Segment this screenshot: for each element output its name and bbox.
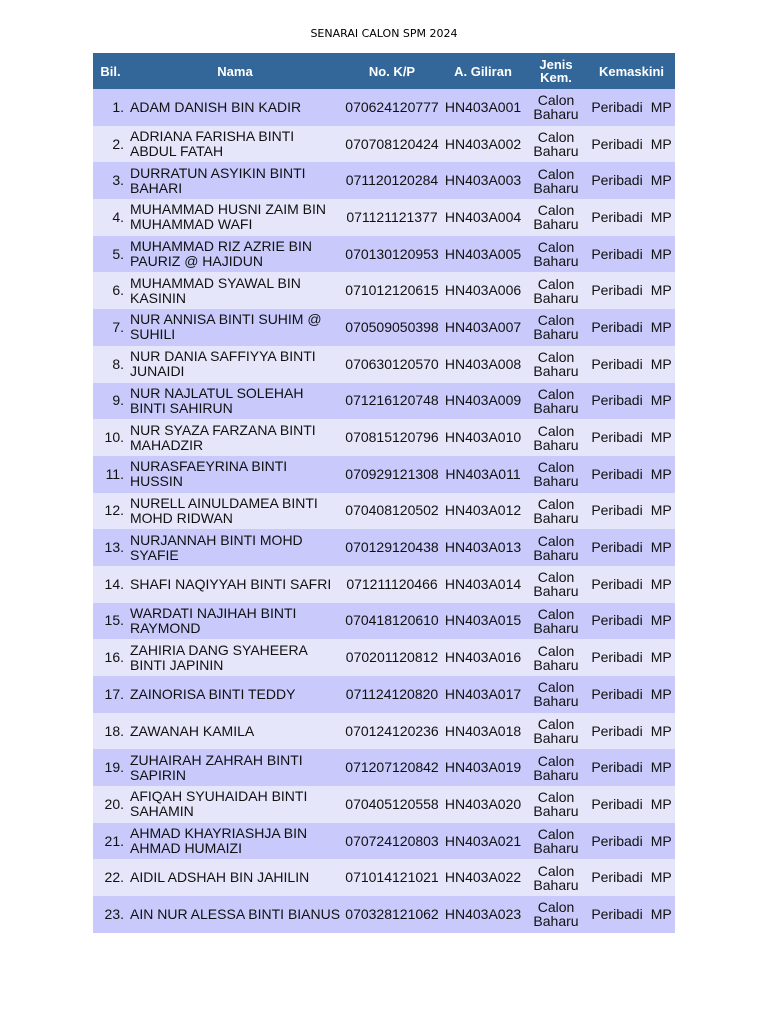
- table-body: [93, 89, 675, 933]
- update-links: [588, 162, 675, 199]
- candidate-type-line2: Baharu: [533, 399, 579, 416]
- candidate-type-line2: Baharu: [533, 509, 579, 526]
- exam-index-number: HN403A022: [442, 859, 524, 896]
- table-row: [93, 823, 675, 860]
- candidate-type-line1: Calon: [537, 165, 575, 182]
- exam-index-number: HN403A011: [442, 456, 524, 493]
- table-row: [93, 456, 675, 493]
- peribadi-link[interactable]: Peribadi: [591, 575, 643, 592]
- table-row: [93, 676, 675, 713]
- ic-number: 071207120842: [342, 749, 442, 786]
- peribadi-link[interactable]: Peribadi: [591, 722, 643, 739]
- exam-index-number: HN403A020: [442, 786, 524, 823]
- candidate-type: [524, 713, 588, 750]
- peribadi-link[interactable]: Peribadi: [591, 905, 643, 922]
- candidate-type: [524, 126, 588, 163]
- mp-link[interactable]: MP: [650, 575, 672, 592]
- mp-link[interactable]: MP: [650, 135, 672, 152]
- candidate-type-line2: Baharu: [533, 583, 579, 600]
- candidate-type-line1: Calon: [537, 532, 575, 549]
- peribadi-link[interactable]: Peribadi: [591, 392, 643, 409]
- update-links: [588, 346, 675, 383]
- peribadi-link[interactable]: Peribadi: [591, 649, 643, 666]
- exam-index-number: HN403A009: [442, 383, 524, 420]
- exam-index-number: HN403A014: [442, 566, 524, 603]
- header-kemaskini: Kemaskini: [588, 53, 675, 89]
- exam-index-number: HN403A003: [442, 162, 524, 199]
- candidate-type-line2: Baharu: [533, 106, 579, 123]
- candidate-type-line2: Baharu: [533, 766, 579, 783]
- table-row: [93, 309, 675, 346]
- row-number: 12.: [93, 493, 128, 530]
- exam-index-number: HN403A001: [442, 89, 524, 126]
- candidate-name: AFIQAH SYUHAIDAH BINTI SAHAMIN: [128, 786, 342, 823]
- table-row: [93, 162, 675, 199]
- candidate-name: ZAHIRIA DANG SYAHEERA BINTI JAPININ: [128, 639, 342, 676]
- table-row: [93, 383, 675, 420]
- update-links: [588, 823, 675, 860]
- candidate-type-line1: Calon: [537, 605, 575, 622]
- update-links: [588, 713, 675, 750]
- candidate-name: MUHAMMAD SYAWAL BIN KASININ: [128, 272, 342, 309]
- candidate-type: [524, 383, 588, 420]
- ic-number: 071120120284: [342, 162, 442, 199]
- candidate-type-line1: Calon: [537, 826, 575, 843]
- candidate-type-line2: Baharu: [533, 253, 579, 270]
- ic-number: 071012120615: [342, 272, 442, 309]
- exam-index-number: HN403A004: [442, 199, 524, 236]
- table-row: [93, 272, 675, 309]
- candidate-type-line2: Baharu: [533, 143, 579, 160]
- ic-number: 070418120610: [342, 603, 442, 640]
- candidate-name: ZUHAIRAH ZAHRAH BINTI SAPIRIN: [128, 749, 342, 786]
- update-links: [588, 859, 675, 896]
- ic-number: 071121121377: [342, 199, 442, 236]
- peribadi-link[interactable]: Peribadi: [591, 832, 643, 849]
- row-number: 7.: [93, 309, 128, 346]
- candidate-type-line1: Calon: [537, 862, 575, 879]
- row-number: 1.: [93, 89, 128, 126]
- peribadi-link[interactable]: Peribadi: [591, 465, 643, 482]
- candidate-type-line1: Calon: [537, 312, 575, 329]
- candidate-type-line1: Calon: [537, 899, 575, 916]
- row-number: 14.: [93, 566, 128, 603]
- candidate-type-line1: Calon: [537, 679, 575, 696]
- candidate-type: [524, 823, 588, 860]
- peribadi-link[interactable]: Peribadi: [591, 172, 643, 189]
- table-row: [93, 859, 675, 896]
- candidate-type-line2: Baharu: [533, 179, 579, 196]
- header-bil: Bil.: [93, 53, 128, 89]
- candidate-type-line1: Calon: [537, 642, 575, 659]
- mp-link[interactable]: MP: [650, 832, 672, 849]
- table-row: [93, 126, 675, 163]
- exam-index-number: HN403A005: [442, 236, 524, 273]
- candidate-type-line1: Calon: [537, 789, 575, 806]
- mp-link[interactable]: MP: [650, 172, 672, 189]
- mp-link[interactable]: MP: [650, 429, 672, 446]
- peribadi-link[interactable]: Peribadi: [591, 759, 643, 776]
- candidate-type-line2: Baharu: [533, 656, 579, 673]
- table-row: [93, 566, 675, 603]
- candidate-type: [524, 676, 588, 713]
- candidate-name: NUR SYAZA FARZANA BINTI MAHADZIR: [128, 419, 342, 456]
- candidate-type-line1: Calon: [537, 569, 575, 586]
- row-number: 6.: [93, 272, 128, 309]
- header-jenis-line2: Kem.: [540, 70, 572, 85]
- peribadi-link[interactable]: Peribadi: [591, 355, 643, 372]
- peribadi-link[interactable]: Peribadi: [591, 502, 643, 519]
- update-links: [588, 749, 675, 786]
- update-links: [588, 529, 675, 566]
- mp-link[interactable]: MP: [650, 612, 672, 629]
- mp-link[interactable]: MP: [650, 355, 672, 372]
- candidate-type: [524, 162, 588, 199]
- candidate-type-line1: Calon: [537, 385, 575, 402]
- row-number: 15.: [93, 603, 128, 640]
- mp-link[interactable]: MP: [650, 759, 672, 776]
- candidate-type-line2: Baharu: [533, 619, 579, 636]
- table-row: [93, 493, 675, 530]
- update-links: [588, 786, 675, 823]
- exam-index-number: HN403A015: [442, 603, 524, 640]
- candidate-type-line2: Baharu: [533, 326, 579, 343]
- candidate-type-line2: Baharu: [533, 913, 579, 930]
- exam-index-number: HN403A008: [442, 346, 524, 383]
- candidate-type-line2: Baharu: [533, 876, 579, 893]
- mp-link[interactable]: MP: [650, 869, 672, 886]
- peribadi-link[interactable]: Peribadi: [591, 245, 643, 262]
- candidate-type: [524, 236, 588, 273]
- header-row: [93, 53, 675, 89]
- update-links: [588, 89, 675, 126]
- candidate-type-line2: Baharu: [533, 473, 579, 490]
- update-links: [588, 456, 675, 493]
- exam-index-number: HN403A012: [442, 493, 524, 530]
- exam-index-number: HN403A002: [442, 126, 524, 163]
- candidate-type-line1: Calon: [537, 349, 575, 366]
- candidate-type-line2: Baharu: [533, 730, 579, 747]
- table-row: [93, 896, 675, 933]
- table-row: [93, 713, 675, 750]
- mp-link[interactable]: MP: [650, 318, 672, 335]
- header-jenis-line1: Jenis: [539, 57, 573, 72]
- ic-number: 071014121021: [342, 859, 442, 896]
- exam-index-number: HN403A019: [442, 749, 524, 786]
- candidate-name: ZAINORISA BINTI TEDDY: [128, 676, 342, 713]
- candidate-type-line1: Calon: [537, 459, 575, 476]
- candidate-name: ZAWANAH KAMILA: [128, 713, 342, 750]
- table-row: [93, 236, 675, 273]
- exam-index-number: HN403A010: [442, 419, 524, 456]
- candidate-name: MUHAMMAD RIZ AZRIE BIN PAURIZ @ HAJIDUN: [128, 236, 342, 273]
- peribadi-link[interactable]: Peribadi: [591, 208, 643, 225]
- ic-number: 070129120438: [342, 529, 442, 566]
- ic-number: 070328121062: [342, 896, 442, 933]
- table-row: [93, 639, 675, 676]
- ic-number: 071124120820: [342, 676, 442, 713]
- mp-link[interactable]: MP: [650, 245, 672, 262]
- candidate-type-line1: Calon: [537, 239, 575, 256]
- row-number: 13.: [93, 529, 128, 566]
- ic-number: 070724120803: [342, 823, 442, 860]
- ic-number: 070624120777: [342, 89, 442, 126]
- update-links: [588, 493, 675, 530]
- update-links: [588, 383, 675, 420]
- update-links: [588, 199, 675, 236]
- row-number: 22.: [93, 859, 128, 896]
- candidate-name: MUHAMMAD HUSNI ZAIM BIN MUHAMMAD WAFI: [128, 199, 342, 236]
- mp-link[interactable]: MP: [650, 649, 672, 666]
- ic-number: 071211120466: [342, 566, 442, 603]
- ic-number: 070509050398: [342, 309, 442, 346]
- header-giliran: A. Giliran: [442, 53, 524, 89]
- candidate-type: [524, 749, 588, 786]
- peribadi-link[interactable]: Peribadi: [591, 318, 643, 335]
- candidate-name: ADRIANA FARISHA BINTI ABDUL FATAH: [128, 126, 342, 163]
- ic-number: 070201120812: [342, 639, 442, 676]
- mp-link[interactable]: MP: [650, 722, 672, 739]
- update-links: [588, 676, 675, 713]
- row-number: 5.: [93, 236, 128, 273]
- update-links: [588, 272, 675, 309]
- header-jenis: [524, 53, 588, 89]
- peribadi-link[interactable]: Peribadi: [591, 539, 643, 556]
- header-kp: No. K/P: [342, 53, 442, 89]
- ic-number: 070929121308: [342, 456, 442, 493]
- exam-index-number: HN403A018: [442, 713, 524, 750]
- candidate-type: [524, 566, 588, 603]
- candidate-name: NUR NAJLATUL SOLEHAH BINTI SAHIRUN: [128, 383, 342, 420]
- update-links: [588, 896, 675, 933]
- candidate-type-line1: Calon: [537, 495, 575, 512]
- table-row: [93, 346, 675, 383]
- exam-index-number: HN403A023: [442, 896, 524, 933]
- candidate-type-line2: Baharu: [533, 803, 579, 820]
- candidate-type-line2: Baharu: [533, 363, 579, 380]
- update-links: [588, 309, 675, 346]
- header-nama: Nama: [128, 53, 342, 89]
- candidate-name: NUR DANIA SAFFIYYA BINTI JUNAIDI: [128, 346, 342, 383]
- candidate-name: ADAM DANISH BIN KADIR: [128, 89, 342, 126]
- table-row: [93, 786, 675, 823]
- candidate-type-line1: Calon: [537, 752, 575, 769]
- ic-number: 071216120748: [342, 383, 442, 420]
- candidate-type: [524, 529, 588, 566]
- update-links: [588, 639, 675, 676]
- candidate-type-line1: Calon: [537, 716, 575, 733]
- table-header: [93, 53, 675, 89]
- candidate-type: [524, 786, 588, 823]
- exam-index-number: HN403A021: [442, 823, 524, 860]
- candidate-name: NURASFAEYRINA BINTI HUSSIN: [128, 456, 342, 493]
- row-number: 8.: [93, 346, 128, 383]
- row-number: 4.: [93, 199, 128, 236]
- peribadi-link[interactable]: Peribadi: [591, 282, 643, 299]
- peribadi-link[interactable]: Peribadi: [591, 685, 643, 702]
- mp-link[interactable]: MP: [650, 98, 672, 115]
- update-links: [588, 603, 675, 640]
- candidate-name: NUR ANNISA BINTI SUHIM @ SUHILI: [128, 309, 342, 346]
- candidate-type: [524, 603, 588, 640]
- candidate-type-line1: Calon: [537, 422, 575, 439]
- update-links: [588, 419, 675, 456]
- peribadi-link[interactable]: Peribadi: [591, 612, 643, 629]
- peribadi-link[interactable]: Peribadi: [591, 98, 643, 115]
- candidate-type-line2: Baharu: [533, 289, 579, 306]
- page-title: SENARAI CALON SPM 2024: [310, 27, 458, 40]
- candidate-type: [524, 199, 588, 236]
- ic-number: 070815120796: [342, 419, 442, 456]
- exam-index-number: HN403A006: [442, 272, 524, 309]
- ic-number: 070405120558: [342, 786, 442, 823]
- candidate-type: [524, 859, 588, 896]
- candidate-type: [524, 419, 588, 456]
- candidate-type-line2: Baharu: [533, 693, 579, 710]
- ic-number: 070130120953: [342, 236, 442, 273]
- table-row: [93, 199, 675, 236]
- table-row: [93, 89, 675, 126]
- row-number: 23.: [93, 896, 128, 933]
- candidate-name: AIN NUR ALESSA BINTI BIANUS: [128, 896, 342, 933]
- candidate-name: WARDATI NAJIHAH BINTI RAYMOND: [128, 603, 342, 640]
- candidate-name: NURELL AINULDAMEA BINTI MOHD RIDWAN: [128, 493, 342, 530]
- candidate-type-line1: Calon: [537, 92, 575, 109]
- candidate-table: [93, 53, 675, 933]
- row-number: 19.: [93, 749, 128, 786]
- row-number: 16.: [93, 639, 128, 676]
- candidate-type-line1: Calon: [537, 129, 575, 146]
- candidate-name: AHMAD KHAYRIASHJA BIN AHMAD HUMAIZI: [128, 823, 342, 860]
- exam-index-number: HN403A017: [442, 676, 524, 713]
- candidate-type-line2: Baharu: [533, 436, 579, 453]
- mp-link[interactable]: MP: [650, 502, 672, 519]
- update-links: [588, 126, 675, 163]
- candidate-type-line2: Baharu: [533, 546, 579, 563]
- candidate-type: [524, 346, 588, 383]
- candidate-type-line2: Baharu: [533, 216, 579, 233]
- row-number: 17.: [93, 676, 128, 713]
- candidate-type: [524, 896, 588, 933]
- update-links: [588, 236, 675, 273]
- row-number: 11.: [93, 456, 128, 493]
- peribadi-link[interactable]: Peribadi: [591, 135, 643, 152]
- candidate-type: [524, 493, 588, 530]
- mp-link[interactable]: MP: [650, 539, 672, 556]
- ic-number: 070124120236: [342, 713, 442, 750]
- candidate-name: NURJANNAH BINTI MOHD SYAFIE: [128, 529, 342, 566]
- row-number: 3.: [93, 162, 128, 199]
- table-row: [93, 749, 675, 786]
- row-number: 18.: [93, 713, 128, 750]
- mp-link[interactable]: MP: [650, 905, 672, 922]
- exam-index-number: HN403A013: [442, 529, 524, 566]
- candidate-name: DURRATUN ASYIKIN BINTI BAHARI: [128, 162, 342, 199]
- candidate-type: [524, 639, 588, 676]
- exam-index-number: HN403A016: [442, 639, 524, 676]
- table-row: [93, 603, 675, 640]
- peribadi-link[interactable]: Peribadi: [591, 795, 643, 812]
- candidate-name: AIDIL ADSHAH BIN JAHILIN: [128, 859, 342, 896]
- candidate-name: SHAFI NAQIYYAH BINTI SAFRI: [128, 566, 342, 603]
- row-number: 9.: [93, 383, 128, 420]
- table-row: [93, 529, 675, 566]
- candidate-type: [524, 272, 588, 309]
- peribadi-link[interactable]: Peribadi: [591, 429, 643, 446]
- mp-link[interactable]: MP: [650, 685, 672, 702]
- candidate-type-line1: Calon: [537, 202, 575, 219]
- ic-number: 070630120570: [342, 346, 442, 383]
- candidate-type: [524, 309, 588, 346]
- mp-link[interactable]: MP: [650, 795, 672, 812]
- table-row: [93, 419, 675, 456]
- mp-link[interactable]: MP: [650, 208, 672, 225]
- update-links: [588, 566, 675, 603]
- row-number: 10.: [93, 419, 128, 456]
- row-number: 20.: [93, 786, 128, 823]
- mp-link[interactable]: MP: [650, 392, 672, 409]
- ic-number: 070708120424: [342, 126, 442, 163]
- exam-index-number: HN403A007: [442, 309, 524, 346]
- row-number: 21.: [93, 823, 128, 860]
- row-number: 2.: [93, 126, 128, 163]
- candidate-type-line2: Baharu: [533, 840, 579, 857]
- mp-link[interactable]: MP: [650, 465, 672, 482]
- candidate-type: [524, 456, 588, 493]
- candidate-type: [524, 89, 588, 126]
- mp-link[interactable]: MP: [650, 282, 672, 299]
- candidate-type-line1: Calon: [537, 275, 575, 292]
- peribadi-link[interactable]: Peribadi: [591, 869, 643, 886]
- ic-number: 070408120502: [342, 493, 442, 530]
